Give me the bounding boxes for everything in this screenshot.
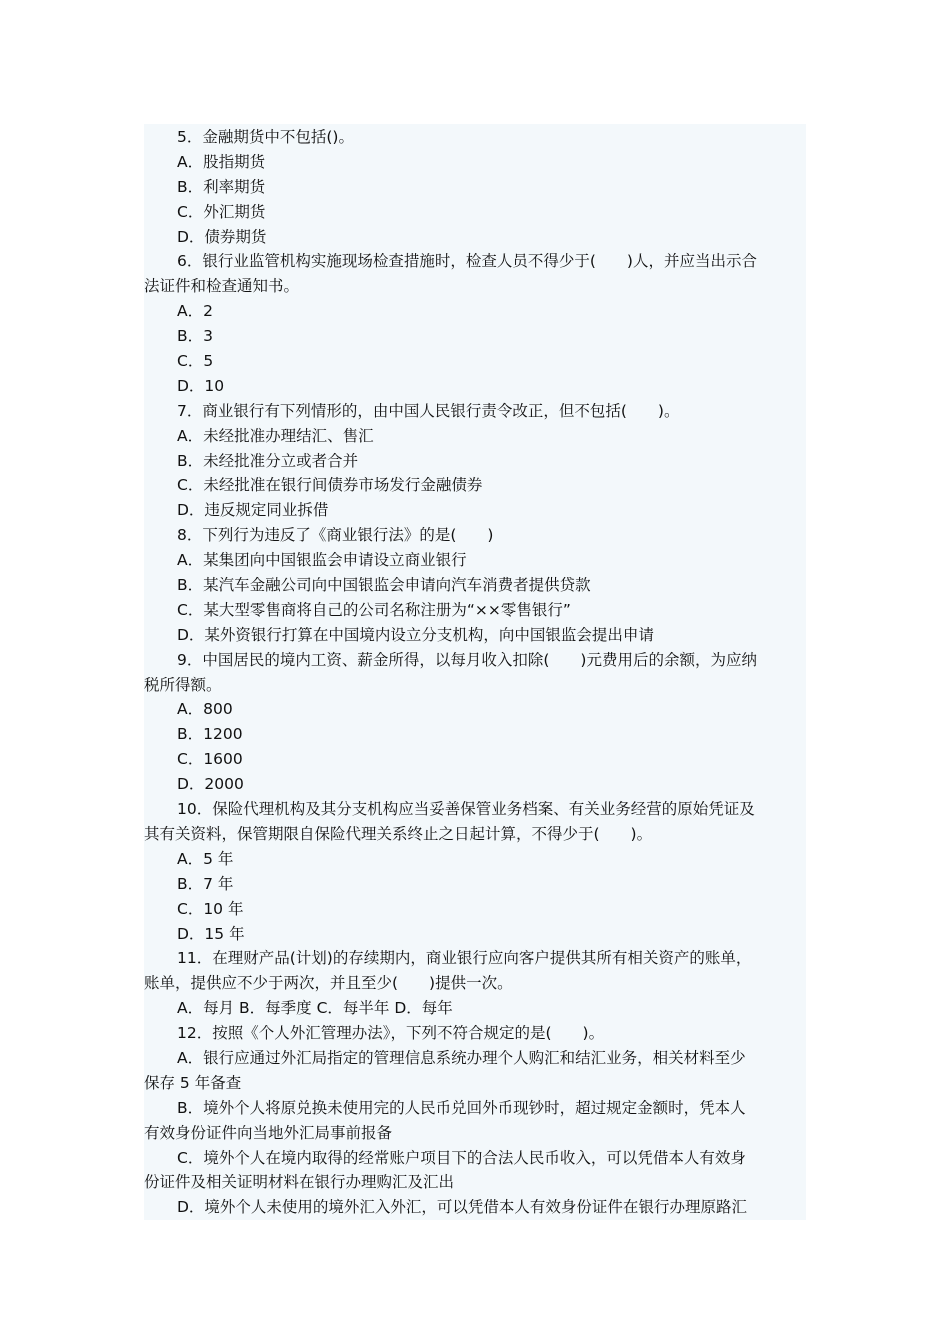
option-line: C．1600 [177, 750, 243, 769]
continuation-line: 法证件和检查通知书。 [144, 277, 300, 296]
option-line: D．境外个人未使用的境外汇入外汇，可以凭借本人有效身份证件在银行办理原路汇 [177, 1198, 747, 1217]
continuation-line: 保存 5 年备查 [144, 1073, 242, 1092]
question-line: 11．在理财产品(计划)的存续期内，商业银行应向客户提供其所有相关资产的账单， [177, 949, 752, 968]
continuation-line: 账单，提供应不少于两次，并且至少( )提供一次。 [144, 974, 513, 993]
option-line: D．违反规定同业拆借 [177, 501, 329, 520]
continuation-line: 税所得额。 [144, 675, 222, 694]
option-line: D．10 [177, 376, 225, 395]
option-line: B．利率期货 [177, 177, 266, 196]
option-line: A．每月 B．每季度 C．每半年 D．每年 [177, 999, 453, 1018]
question-line: 12．按照《个人外汇管理办法》，下列不符合规定的是( )。 [177, 1024, 605, 1043]
option-line: A．银行应通过外汇局指定的管理信息系统办理个人购汇和结汇业务，相关材料至少 [177, 1048, 746, 1067]
option-line: B．3 [177, 327, 213, 346]
option-line: B．某汽车金融公司向中国银监会申请向汽车消费者提供贷款 [177, 576, 591, 595]
option-line: A．股指期货 [177, 152, 266, 171]
document-body [144, 124, 806, 1220]
option-line: C．境外个人在境内取得的经常账户项目下的合法人民币收入，可以凭借本人有效身 [177, 1148, 746, 1167]
option-line: C．未经批准在银行间债券市场发行金融债券 [177, 476, 483, 495]
option-line: B．境外个人将原兑换未使用完的人民币兑回外币现钞时，超过规定金额时，凭本人 [177, 1098, 746, 1117]
option-line: D．债券期货 [177, 227, 267, 246]
option-line: C．某大型零售商将自己的公司名称注册为“××零售银行” [177, 600, 571, 619]
question-line: 7．商业银行有下列情形的，由中国人民银行责令改正，但不包括( )。 [177, 401, 680, 420]
option-line: D．2000 [177, 775, 244, 794]
option-line: B．7 年 [177, 874, 234, 893]
question-line: 8．下列行为违反了《商业银行法》的是( ) [177, 526, 494, 545]
option-line: A．未经批准办理结汇、售汇 [177, 426, 374, 445]
continuation-line: 其有关资料，保管期限自保险代理关系终止之日起计算，不得少于( )。 [144, 824, 653, 843]
option-line: C．10 年 [177, 899, 244, 918]
option-line: C．外汇期货 [177, 202, 266, 221]
option-line: B．1200 [177, 725, 243, 744]
question-line: 9．中国居民的境内工资、薪金所得，以每月收入扣除( )元费用后的余额，为应纳 [177, 650, 757, 669]
option-line: D．15 年 [177, 924, 245, 943]
option-line: A．5 年 [177, 849, 234, 868]
option-line: B．未经批准分立或者合并 [177, 451, 359, 470]
continuation-line: 份证件及相关证明材料在银行办理购汇及汇出 [144, 1173, 455, 1192]
question-line: 6．银行业监管机构实施现场检查措施时，检查人员不得少于( )人，并应当出示合 [177, 252, 757, 271]
option-line: D．某外资银行打算在中国境内设立分支机构，向中国银监会提出申请 [177, 625, 654, 644]
option-line: C．5 [177, 352, 214, 371]
option-line: A．2 [177, 302, 213, 321]
continuation-line: 有效身份证件向当地外汇局事前报备 [144, 1123, 393, 1142]
option-line: A．某集团向中国银监会申请设立商业银行 [177, 551, 467, 570]
question-line: 5．金融期货中不包括()。 [177, 128, 354, 146]
option-line: A．800 [177, 700, 233, 719]
question-line: 10．保险代理机构及其分支机构应当妥善保管业务档案、有关业务经营的原始凭证及 [177, 800, 755, 819]
